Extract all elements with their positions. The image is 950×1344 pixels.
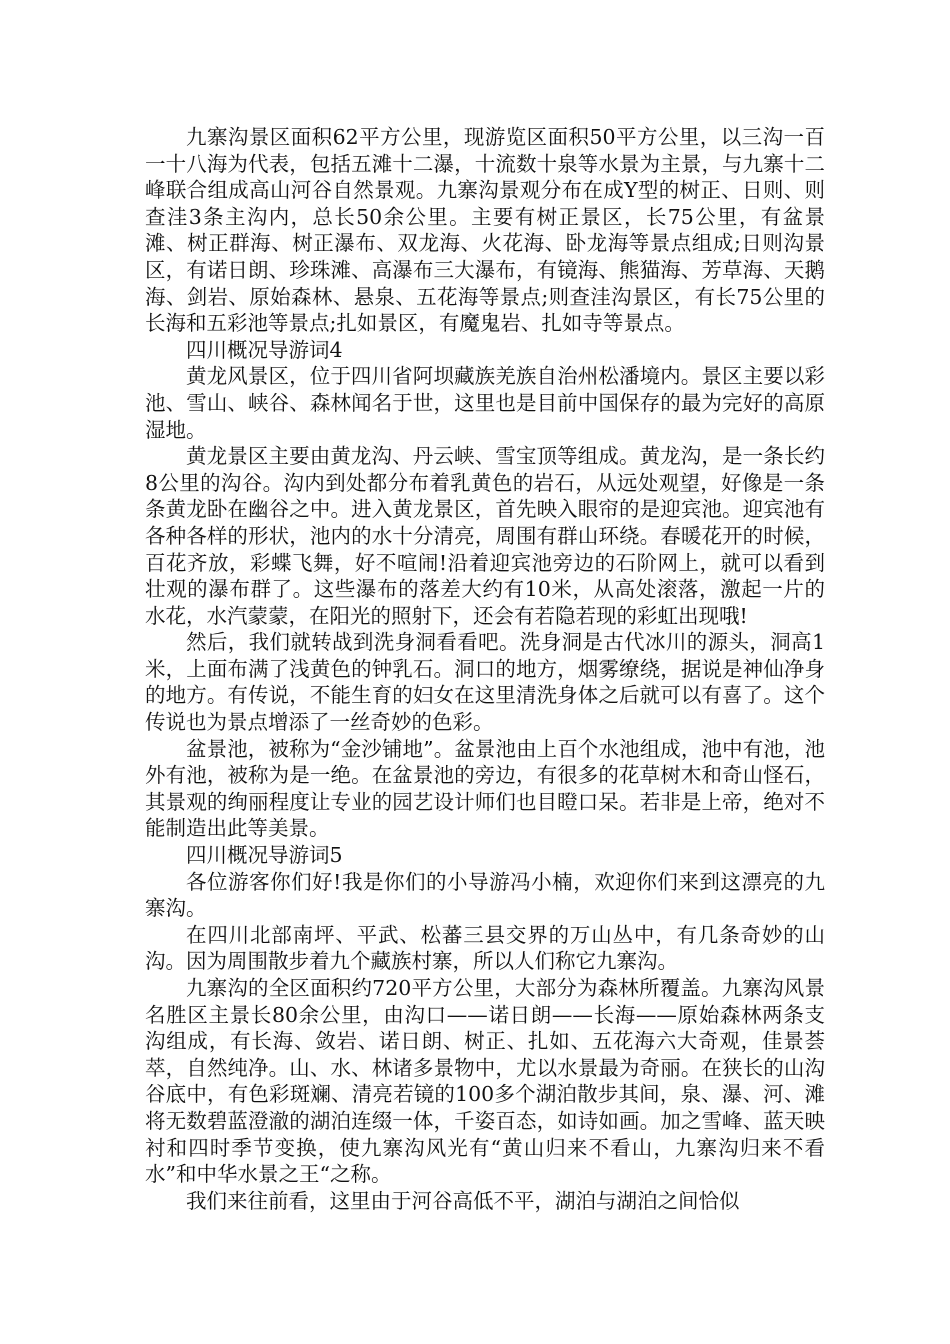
paragraph-xishen-cave: 然后，我们就转战到洗身洞看看吧。洗身洞是古代冰川的源头，洞高1米，上面布满了浅黄色的钟乳石。洞口的地方，烟雾缭绕，据说是神仙净身的地方。有传说，不能生育的妇女在这里清洗身体之后就可以有喜了。这个传说也为景点增添了一丝奇妙的色彩。 [145,630,825,735]
paragraph-penjing-pool: 盆景池，被称为“金沙铺地”。盆景池由上百个水池组成，池中有池，池外有池，被称为是一绝。在盆景池的旁边，有很多的花草树木和奇山怪石，其景观的绚丽程度让专业的园艺设计师们也目瞪口呆。若非是上帝，绝对不能制造出此等美景。 [145,736,825,841]
paragraph-jiuzhaigou-overview: 九寨沟景区面积62平方公里，现游览区面积50平方公里，以三沟一百一十八海为代表，包括五滩十二瀑，十流数十泉等水景为主景，与九寨十二峰联合组成高山河谷自然景观。九寨沟景观分布在成Y型的树正、日则、则查洼3条主沟内，总长50余公里。主要有树正景区，长75公里，有盆景滩、树正群海、树正瀑布、双龙海、火花海、卧龙海等景点组成;日则沟景区，有诺日朗、珍珠滩、高瀑布三大瀑布，有镜海、熊猫海、芳草海、天鹅海、剑岩、原始森林、悬泉、五花海等景点;则查洼沟景区，有长75公里的长海和五彩池等景点;扎如景区，有魔鬼岩、扎如寺等景点。 [145,125,825,336]
section-heading-5: 四川概况导游词5 [186,843,343,868]
paragraph-huanglong-intro: 黄龙风景区，位于四川省阿坝藏族羌族自治州松潘境内。景区主要以彩池、雪山、峡谷、森林闻名于世，这里也是目前中国保存的最为完好的高原湿地。 [145,364,825,442]
paragraph-area-scenery: 九寨沟的全区面积约720平方公里，大部分为森林所覆盖。九寨沟风景名胜区主景长80余公里，由沟口——诺日朗——长海——原始森林两条支沟组成，有长海、敛岩、诺日朗、树正、扎如、五花海六大奇观，佳景荟萃，自然纯净。山、水、林诸多景物中，尤以水景最为奇丽。在狭长的山沟谷底中，有色彩斑斓、清亮若镜的100多个湖泊散步其间，泉、瀑、河、滩将无数碧蓝澄澈的湖泊连缀一体，千姿百态，如诗如画。加之雪峰、蓝天映衬和四时季节变换，使九寨沟风光有“黄山归来不看山，九寨沟归来不看水”和中华水景之王“之称。 [145,976,825,1187]
paragraph-huanglong-composition: 黄龙景区主要由黄龙沟、丹云峡、雪宝顶等组成。黄龙沟，是一条长约8公里的沟谷。沟内到处都分布着乳黄色的岩石，从远处观望，好像是一条条黄龙卧在幽谷之中。进入黄龙景区，首先映入眼帘的是迎宾池。迎宾池有各种各样的形状，池内的水十分清亮，周围有群山环绕。春暖花开的时候，百花齐放，彩蝶飞舞，好不喧闹!沿着迎宾池旁边的石阶网上，就可以看到壮观的瀑布群了。这些瀑布的落差大约有10米，从高处滚落，激起一片的水花，水汽蒙蒙，在阳光的照射下，还会有若隐若现的彩虹出现哦! [145,444,825,628]
paragraph-continuation: 我们来往前看，这里由于河谷高低不平，湖泊与湖泊之间恰似 [186,1188,740,1213]
paragraph-greeting: 各位游客你们好!我是你们的小导游冯小楠，欢迎你们来到这漂亮的九寨沟。 [145,869,825,921]
document-page [145,124,825,1214]
paragraph-location: 在四川北部南坪、平武、松蕃三县交界的万山丛中，有几条奇妙的山沟。因为周围散步着九个藏族村寨，所以人们称它九寨沟。 [145,922,825,974]
section-heading-4: 四川概况导游词4 [186,337,343,362]
